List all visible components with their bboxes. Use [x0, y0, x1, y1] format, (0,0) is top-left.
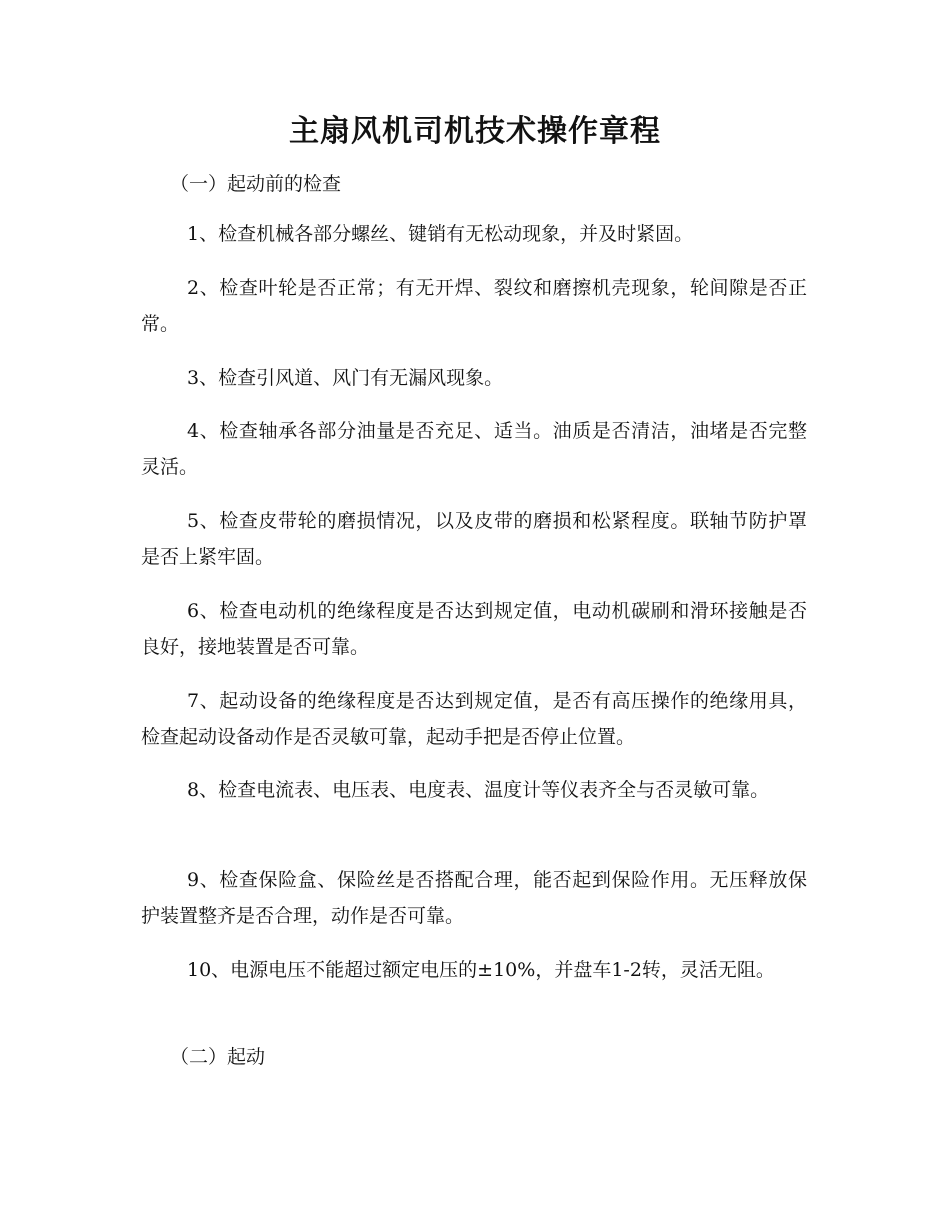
paragraph-item-1: 1、检查机械各部分螺丝、键销有无松动现象，并及时紧固。 — [187, 223, 694, 245]
paragraph-item-2: 2、检查叶轮是否正常；有无开焊、裂纹和磨擦机壳现象，轮间隙是否正常。 — [141, 277, 807, 335]
section-heading-pre-start-check: （一）起动前的检查 — [170, 173, 342, 195]
paragraph-item-9: 9、检查保险盒、保险丝是否搭配合理，能否起到保险作用。无压释放保护装置整齐是否合理，动作是否可靠。 — [141, 869, 807, 927]
paragraph-item-5: 5、检查皮带轮的磨损情况，以及皮带的磨损和松紧程度。联轴节防护罩是否上紧牢固。 — [141, 510, 807, 568]
paragraph-item-6: 6、检查电动机的绝缘程度是否达到规定值，电动机碳刷和滑环接触是否良好，接地装置是否可靠。 — [141, 600, 807, 658]
paragraph-item-4: 4、检查轴承各部分油量是否充足、适当。油质是否清洁，油堵是否完整灵活。 — [141, 420, 807, 478]
paragraph-item-8: 8、检查电流表、电压表、电度表、温度计等仪表齐全与否灵敏可靠。 — [187, 779, 770, 801]
section-heading-start: （二）起动 — [170, 1046, 266, 1068]
paragraph-item-10: 10、电源电压不能超过额定电压的±10%，并盘车1-2转，灵活无阻。 — [187, 959, 775, 981]
document-title: 主扇风机司机技术操作章程 — [289, 114, 661, 149]
paragraph-item-3: 3、检查引风道、风门有无漏风现象。 — [187, 367, 504, 389]
paragraph-item-7: 7、起动设备的绝缘程度是否达到规定值，是否有高压操作的绝缘用具，检查起动设备动作是否灵敏可靠，起动手把是否停止位置。 — [141, 690, 807, 748]
